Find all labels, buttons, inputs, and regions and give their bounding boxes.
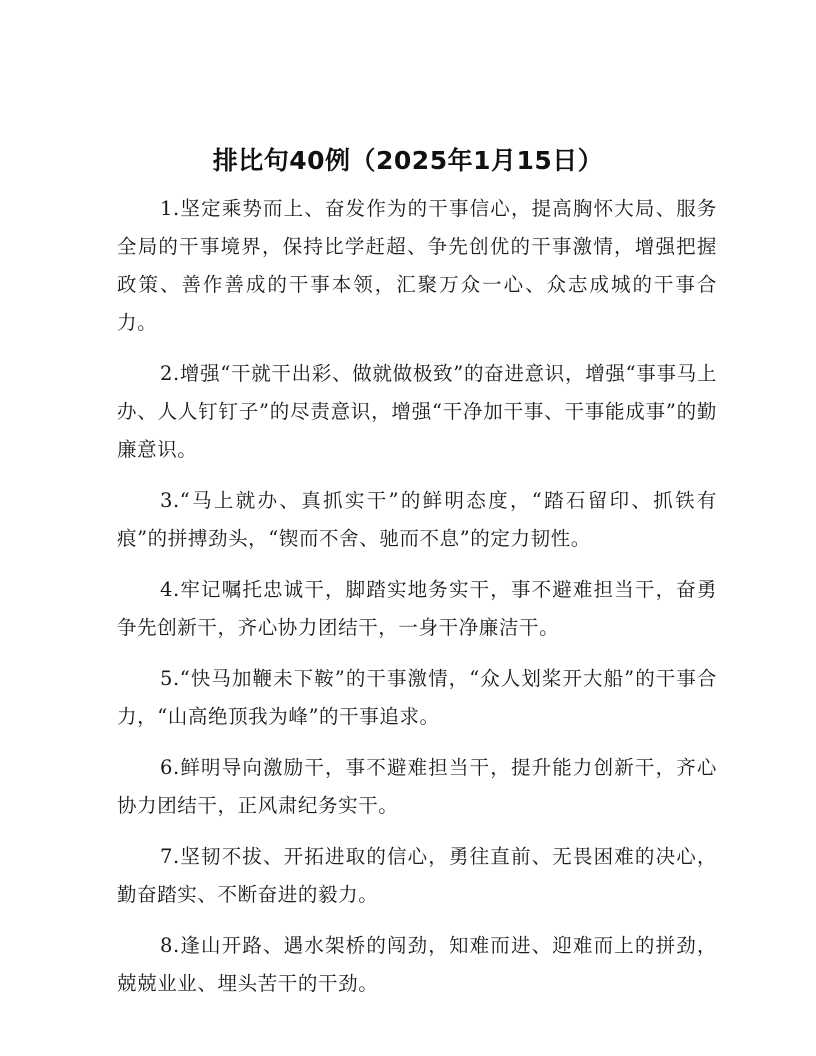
paragraph-3: 3.“马上就办、真抓实干”的鲜明态度，“踏石留印、抓铁有痕”的拼搏劲头，“锲而不舍、驰而不息”的定力韧性。 xyxy=(117,489,717,550)
paragraph-8: 8.逢山开路、遇水架桥的闯劲，知难而进、迎难而上的拼劲，兢兢业业、埋头苦干的干劲。 xyxy=(117,934,717,995)
document-body xyxy=(117,190,717,1016)
paragraph-2: 2.增强“干就干出彩、做就做极致”的奋进意识，增强“事事马上办、人人钉钉子”的尽责意识，增强“干净加干事、干事能成事”的勤廉意识。 xyxy=(117,362,717,461)
document-title: 排比句40例（2025年1月15日） xyxy=(212,146,604,175)
paragraph-1: 1.坚定乘势而上、奋发作为的干事信心，提高胸怀大局、服务全局的干事境界，保持比学赶超、争先创优的干事激情，增强把握政策、善作善成的干事本领，汇聚万众一心、众志成城的干事合力。 xyxy=(117,197,717,334)
paragraph-4: 4.牢记嘱托忠诚干，脚踏实地务实干，事不避难担当干，奋勇争先创新干，齐心协力团结干，一身干净廉洁干。 xyxy=(117,578,717,639)
paragraph-7: 7.坚韧不拔、开拓进取的信心，勇往直前、无畏困难的决心，勤奋踏实、不断奋进的毅力。 xyxy=(117,845,717,906)
paragraph-6: 6.鲜明导向激励干，事不避难担当干，提升能力创新干，齐心协力团结干，正风肃纪务实干。 xyxy=(117,756,717,817)
paragraph-5: 5.“快马加鞭未下鞍”的干事激情，“众人划桨开大船”的干事合力，“山高绝顶我为峰”的干事追求。 xyxy=(117,667,717,728)
